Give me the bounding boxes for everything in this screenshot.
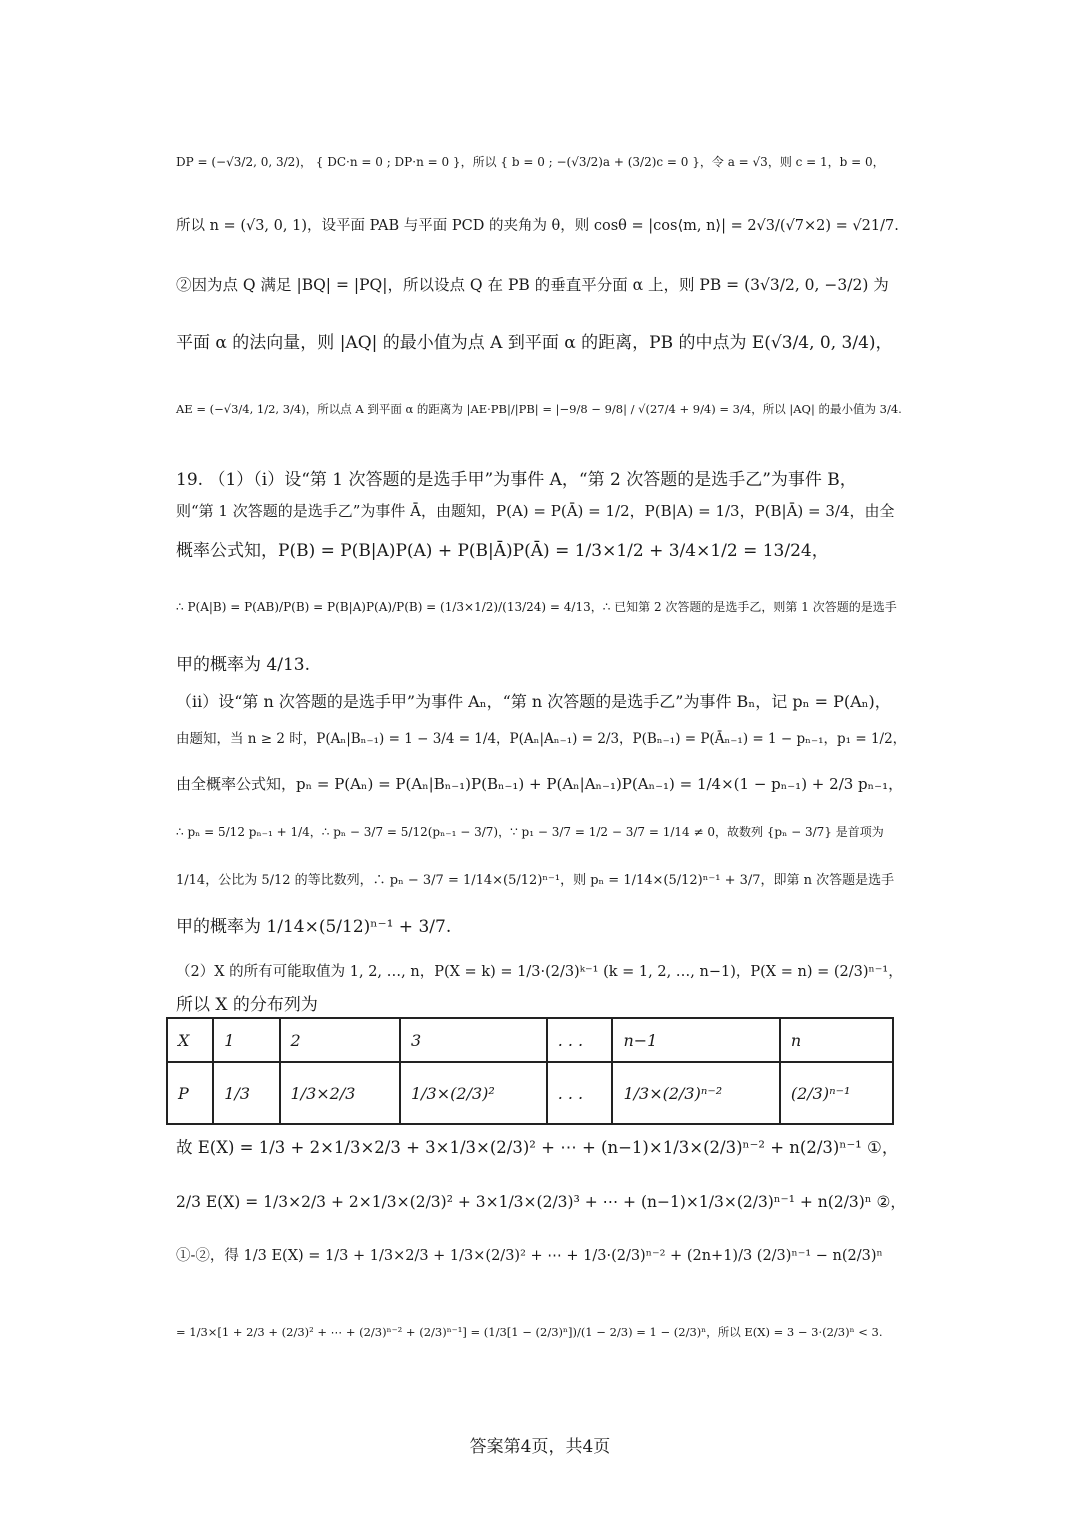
table-cell: n−1: [612, 1018, 779, 1062]
q19-part-ii: （ii）设“第 n 次答题的是选手甲”为事件 Aₙ，“第 n 次答题的是选手乙”为事件 Bₙ，记 pₙ = P(Aₙ)，: [176, 692, 891, 711]
q19-bayes: ∴ P(A|B) = P(AB)/P(B) = P(B|A)P(A)/P(B) = (1/3×1/2)/(13/24) = 4/13，∴ 已知第 2 次答题的是选手乙，则第 1 次答题的是选手: [176, 600, 897, 614]
expectation-eq2: 2/3 E(X) = 1/3×2/3 + 2×1/3×(2/3)² + 3×1/3×(2/3)³ + ⋯ + (n−1)×1/3×(2/3)ⁿ⁻¹ + n(2/3)ⁿ ②，: [176, 1193, 906, 1211]
table-cell: 2: [280, 1018, 400, 1062]
q19-recurrence: 由全概率公式知，pₙ = P(Aₙ) = P(Aₙ|Bₙ₋₁)P(Bₙ₋₁) + P(Aₙ|Aₙ₋₁)P(Aₙ₋₁) = 1/4×(1 − pₙ₋₁) + 2/3 pₙ₋₁，: [176, 775, 904, 793]
line-point-q: ②因为点 Q 满足 |BQ| = |PQ|，所以设点 Q 在 PB 的垂直平分面 α 上，则 PB = (3√3/2, 0, −3/2) 为: [176, 276, 889, 294]
table-cell: 1: [213, 1018, 279, 1062]
line-cos-theta: 所以 n = (√3, 0, 1)，设平面 PAB 与平面 PCD 的夹角为 θ，则 cosθ = |cos⟨m, n⟩| = 2√3/(√7×2) = √21/7.: [176, 218, 899, 234]
q19-distribution-title: 所以 X 的分布列为: [176, 995, 318, 1015]
q19-total-probability: 概率公式知，P(B) = P(B|A)P(A) + P(B|Ā)P(Ā) = 1/3×1/2 + 3/4×1/2 = 13/24，: [176, 541, 829, 561]
line-dp-vector: DP = (−√3/2, 0, 3/2)， { DC·n = 0 ; DP·n = 0 }，所以 { b = 0 ; −(√3/2)a + (3/2)c = 0 }，令 a = √3，则 c = 1，b = 0，: [176, 155, 885, 169]
q19-geometric: ∴ pₙ = 5/12 pₙ₋₁ + 1/4，∴ pₙ − 3/7 = 5/12(pₙ₋₁ − 3/7)，∵ p₁ − 3/7 = 1/2 − 3/7 = 1/14 ≠ 0，故数列 {pₙ − 3/7} 是首项为: [176, 825, 884, 839]
q19-intro: 19. （1）（i）设“第 1 次答题的是选手甲”为事件 A，“第 2 次答题的是选手乙”为事件 B，: [176, 470, 857, 490]
table-cell: 1/3×(2/3)²: [400, 1062, 547, 1124]
page-footer: 答案第4页，共4页: [469, 1437, 611, 1457]
expectation-result: = 1/3×[1 + 2/3 + (2/3)² + ⋯ + (2/3)ⁿ⁻² + (2/3)ⁿ⁻¹] = (1/3[1 − (2/3)ⁿ])/(1 − 2/3) = 1 − (2/3)ⁿ，所以 E(X) = 3 − 3·(2/3)ⁿ < 3.: [176, 1325, 883, 1339]
q19-part-2: （2）X 的所有可能取值为 1, 2, …, n，P(X = k) = 1/3·(2/3)ᵏ⁻¹ (k = 1, 2, …, n−1)，P(X = n) = (2/3)ⁿ⁻¹，: [176, 964, 903, 980]
table-cell: 1/3×(2/3)ⁿ⁻²: [612, 1062, 779, 1124]
table-cell: (2/3)ⁿ⁻¹: [780, 1062, 893, 1124]
table-cell: X: [167, 1018, 213, 1062]
q19-result-2: 甲的概率为 1/14×(5/12)ⁿ⁻¹ + 3/7.: [176, 917, 452, 937]
table-cell: 1/3: [213, 1062, 279, 1124]
table-cell: 3: [400, 1018, 547, 1062]
table-cell: n: [780, 1018, 893, 1062]
q19-given: 则“第 1 次答题的是选手乙”为事件 Ā，由题知，P(A) = P(Ā) = 1/2，P(B|A) = 1/3，P(B|Ā) = 3/4，由全: [176, 502, 895, 520]
line-ae-distance: AE = (−√3/4, 1/2, 3/4)，所以点 A 到平面 α 的距离为 |AE·PB|/|PB| = |−9/8 − 9/8| / √(27/4 + 9/4) = 3/4，所以 |AQ| 的最小值为 3/4.: [176, 402, 902, 416]
q19-recurrence-given: 由题知，当 n ≥ 2 时，P(Aₙ|Bₙ₋₁) = 1 − 3/4 = 1/4，P(Aₙ|Aₙ₋₁) = 2/3，P(Bₙ₋₁) = P(Āₙ₋₁) = 1 − pₙ₋₁，p₁ = 1/2，: [176, 731, 907, 747]
expectation-eq1: 故 E(X) = 1/3 + 2×1/3×2/3 + 3×1/3×(2/3)² + ⋯ + (n−1)×1/3×(2/3)ⁿ⁻² + n(2/3)ⁿ⁻¹ ①，: [176, 1138, 899, 1157]
table-cell: P: [167, 1062, 213, 1124]
table-cell: . . .: [547, 1062, 613, 1124]
table-header-row: [167, 1018, 893, 1062]
distribution-table: [166, 1017, 894, 1125]
table-cell: . . .: [547, 1018, 613, 1062]
table-row: [167, 1062, 893, 1124]
expectation-subtract: ①-②，得 1/3 E(X) = 1/3 + 1/3×2/3 + 1/3×(2/3)² + ⋯ + 1/3·(2/3)ⁿ⁻² + (2n+1)/3 (2/3)ⁿ⁻¹ − n(2/3)ⁿ: [176, 1248, 883, 1264]
table-cell: 1/3×2/3: [280, 1062, 400, 1124]
q19-general-term: 1/14，公比为 5/12 的等比数列，∴ pₙ − 3/7 = 1/14×(5/12)ⁿ⁻¹，则 pₙ = 1/14×(5/12)ⁿ⁻¹ + 3/7，即第 n 次答题是选手: [176, 873, 895, 888]
q19-result-1: 甲的概率为 4/13.: [176, 655, 310, 675]
line-normal-vector: 平面 α 的法向量，则 |AQ| 的最小值为点 A 到平面 α 的距离，PB 的中点为 E(√3/4, 0, 3/4)，: [176, 333, 893, 353]
